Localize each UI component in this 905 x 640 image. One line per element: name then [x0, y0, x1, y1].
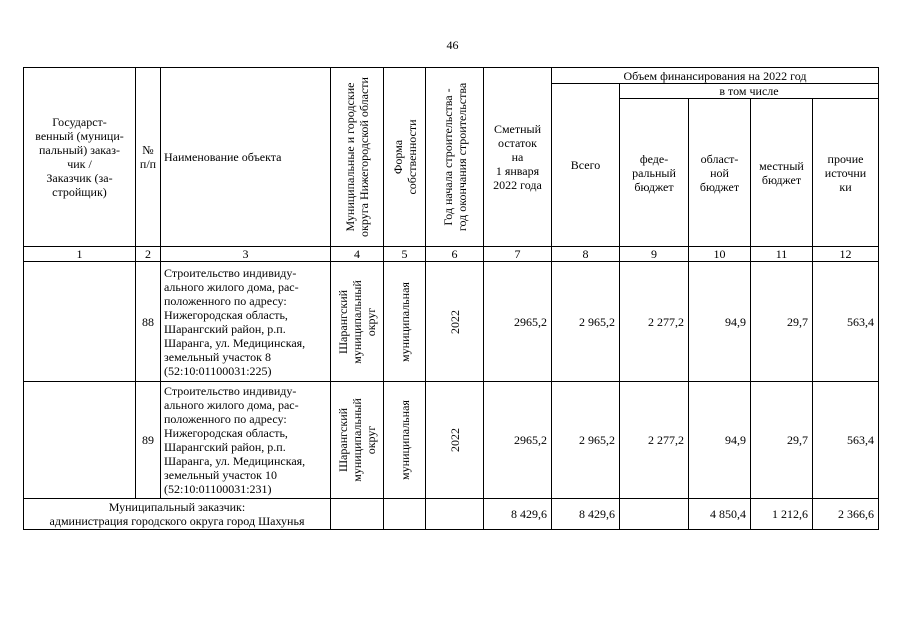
header-regional: област- ной бюджет [689, 99, 751, 247]
header-ownership-text: Форма собственности [390, 119, 419, 195]
total-value: 2 965,2 [552, 262, 620, 382]
header-remaining-estimate: Сметный остаток на 1 января 2022 года [484, 68, 552, 247]
ownership-text: муниципальная [397, 400, 412, 480]
header-total: Всего [552, 84, 620, 247]
header-ownership [384, 68, 426, 247]
remaining-value: 2965,2 [484, 382, 552, 499]
remaining-value: 2965,2 [484, 262, 552, 382]
row-number: 88 [136, 262, 161, 382]
header-other: прочие источни ки [813, 99, 879, 247]
financing-table [23, 67, 879, 530]
summary-regional: 4 850,4 [689, 499, 751, 530]
total-value: 2 965,2 [552, 382, 620, 499]
column-number: 8 [552, 247, 620, 262]
column-number: 7 [484, 247, 552, 262]
municipality-cell [331, 382, 384, 499]
summary-remaining: 8 429,6 [484, 499, 552, 530]
header-customer: Государст- венный (муници- пальный) заказ- чик / Заказчик (за- стройщик) [24, 68, 136, 247]
regional-value: 94,9 [689, 382, 751, 499]
regional-value: 94,9 [689, 262, 751, 382]
table-row [24, 262, 879, 382]
column-number: 12 [813, 247, 879, 262]
summary-federal [620, 499, 689, 530]
years-cell [426, 262, 484, 382]
local-value: 29,7 [751, 382, 813, 499]
summary-total: 8 429,6 [552, 499, 620, 530]
column-number: 6 [426, 247, 484, 262]
federal-value: 2 277,2 [620, 382, 689, 499]
local-value: 29,7 [751, 262, 813, 382]
header-including: в том числе [620, 84, 879, 99]
municipality-cell [331, 262, 384, 382]
column-number: 1 [24, 247, 136, 262]
municipality-text: Шарангский муниципальный округ [336, 279, 378, 364]
federal-value: 2 277,2 [620, 262, 689, 382]
years-text: 2022 [447, 428, 462, 452]
ownership-text: муниципальная [397, 281, 412, 362]
header-years-text: Год начала строительства - год окончания строительства [440, 82, 469, 232]
header-object-name: Наименование объекта [161, 68, 331, 247]
header-years [426, 68, 484, 247]
table-row [24, 382, 879, 499]
object-name: Строительство индивиду- ального жилого дома, рас- положенного по адресу: Нижегородская область, Шарангский район, р.п. Шаранга, ул. Медицинская, земельный участок 8 (52:10:01100031:225) [161, 262, 331, 382]
object-name: Строительство индивиду- ального жилого дома, рас- положенного по адресу: Нижегородская область, Шарангский район, р.п. Шаранга, ул. Медицинская, земельный участок 10 (52:10:01100031:231) [161, 382, 331, 499]
column-number: 5 [384, 247, 426, 262]
column-number: 3 [161, 247, 331, 262]
summary-empty [384, 499, 426, 530]
row-number: 89 [136, 382, 161, 499]
column-number: 10 [689, 247, 751, 262]
customer-cell [24, 262, 136, 382]
column-number: 11 [751, 247, 813, 262]
summary-empty [331, 499, 384, 530]
summary-other: 2 366,6 [813, 499, 879, 530]
summary-empty [426, 499, 484, 530]
years-cell [426, 382, 484, 499]
column-number: 2 [136, 247, 161, 262]
header-local: местный бюджет [751, 99, 813, 247]
header-number: № п/п [136, 68, 161, 247]
ownership-cell [384, 382, 426, 499]
summary-local: 1 212,6 [751, 499, 813, 530]
column-number: 9 [620, 247, 689, 262]
column-numbers-row [24, 247, 879, 262]
header-municipality-text: Муниципальные и городские округа Нижегородской области [343, 77, 371, 237]
other-value: 563,4 [813, 262, 879, 382]
other-value: 563,4 [813, 382, 879, 499]
ownership-cell [384, 262, 426, 382]
header-financing: Объем финансирования на 2022 год [552, 68, 879, 84]
header-municipality [331, 68, 384, 247]
customer-cell [24, 382, 136, 499]
years-text: 2022 [447, 309, 462, 334]
summary-label: Муниципальный заказчик: администрация городского округа город Шахунья [24, 499, 331, 530]
page-number: 46 [446, 38, 459, 52]
column-number: 4 [331, 247, 384, 262]
header-federal: феде- ральный бюджет [620, 99, 689, 247]
municipality-text: Шарангский муниципальный округ [336, 398, 378, 482]
summary-row [24, 499, 879, 530]
